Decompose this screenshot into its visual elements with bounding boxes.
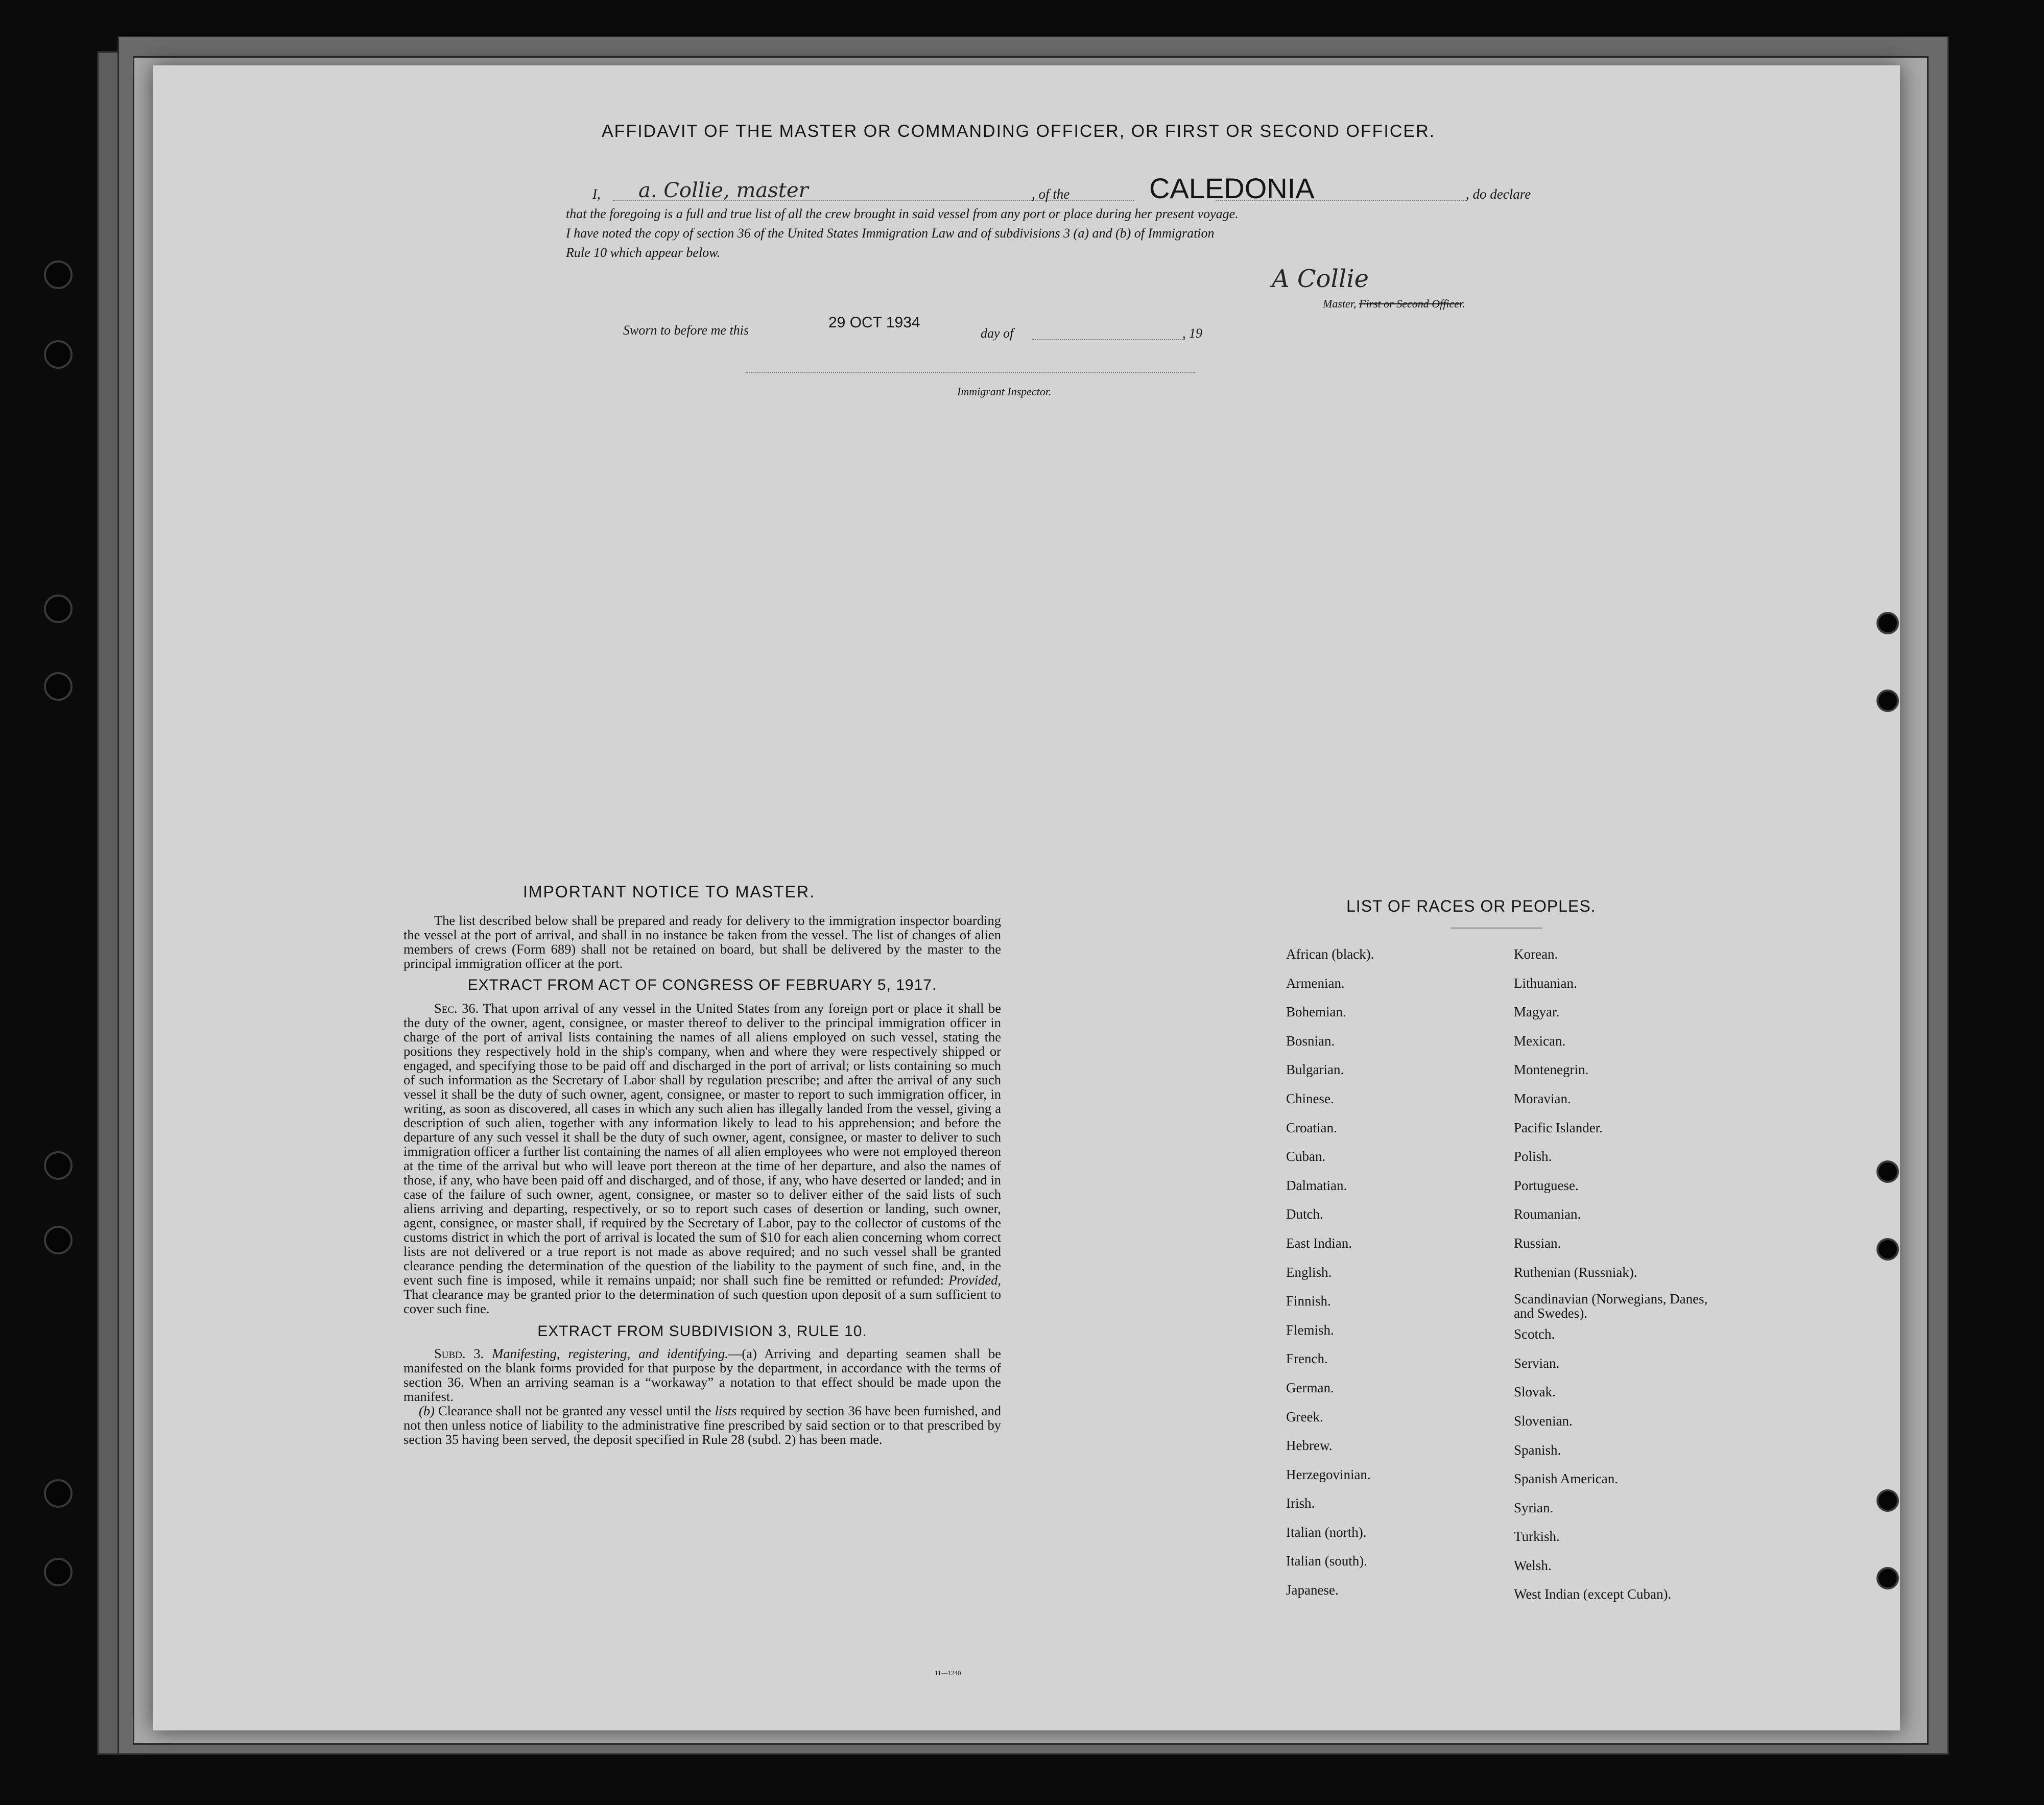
extract-rule-heading: EXTRACT FROM SUBDIVISION 3, RULE 10. [537,1323,867,1340]
race-item: Servian. [1514,1355,1560,1371]
race-item: Slovenian. [1514,1413,1573,1429]
race-item: Turkish. [1514,1529,1560,1545]
race-item: Magyar. [1514,1004,1560,1020]
race-item: Finnish. [1286,1293,1331,1309]
subd3-b-paragraph [403,1404,1001,1446]
race-item: Chinese. [1286,1090,1334,1106]
race-item: Italian (south). [1286,1553,1367,1569]
notice-paragraph [403,913,1001,970]
race-item: Spanish American. [1514,1471,1618,1487]
sec36-provided: Provided, [948,1272,1001,1288]
race-item: Italian (north). [1286,1524,1367,1540]
race-item: Flemish. [1286,1322,1334,1338]
race-item: Hebrew. [1286,1438,1333,1454]
binder-hole [44,1151,73,1180]
subd3-a-paragraph [403,1346,1001,1404]
race-item: Scotch. [1514,1326,1555,1342]
binder-hole [44,1479,73,1508]
affidavit-i-label: I, [592,186,601,202]
subd3-a-text: —(a) Arriving and departing seamen shall be manifested on the blank forms provided for that purpose by the department, in accordance with the terms of section 36. When an arriving seaman is a “workaway” a notation to that effect should be made upon the manifest. [403,1346,1001,1404]
race-item: Slovak. [1514,1384,1556,1400]
form-number: 11—1240 [935,1669,961,1677]
binder-hole [44,672,73,701]
inspector-label: Immigrant Inspector. [957,385,1052,398]
race-item: Syrian. [1514,1500,1554,1515]
races-heading-rule [1451,928,1542,929]
race-item: Cuban. [1286,1149,1326,1165]
race-item: Polish. [1514,1149,1552,1165]
binder-hole [1876,612,1899,634]
sec36-text: That upon arrival of any vessel in the United States from any foreign port or place it shall be the duty of the owner, agent, consignee, or master thereof to deliver to the principal immigration officer in charge of the port of arrival lists containing the names of all aliens employed on such vessel, stating the positions they respectively hold in the ship's company, when and where they were respectively shipped or engaged, and specifying those to be paid off and discharged in the port of arrival; or lists containing so much of such information as the Secretary of Labor shall by regulation prescribe; and after the arrival of any such vessel it shall be the duty of such owner, agent, consignee, or master to report to such immigration officer, in writing, as soon as discovered, all cases in which any such alien has illegally landed from the vessel, giving a description of such alien, together with any information likely to lead to his apprehension; and before the departure of any such vessel it shall be the duty of such owner, agent, consignee, or master to deliver to such immigration officer a further list containing the names of all alien employees who were not employed thereon at the time of the arrival but who will leave port thereon at the time of her departure, and also the names of those, if any, who have been paid off and discharged, and of those, if any, who have deserted or landed; and in case of the failure of such owner, agent, consignee, or master so to deliver either of the said lists of such aliens arriving and departing, respectively, or so to report such cases of desertion or landing, such owner, agent, consignee, or master shall, if required by the Secretary of Labor, pay to the collector of customs of the customs district in which the port of arrival is located the sum of $10 for each alien concerning whom correct lists are not delivered or a true report is not made as above required; and no such vessel shall be granted clearance pending the determination of the question of the liability to the payment of such fine, and, in the event such fine is imposed, while it remains unpaid; nor shall such fine be remitted or refunded: [403,1001,1001,1288]
race-item: Dutch. [1286,1206,1323,1222]
race-item: Japanese. [1286,1582,1339,1598]
notice-paragraph-text: The list described below shall be prepared and ready for delivery to the immigration inspector boarding the vessel at the port of arrival, and shall in no instance be taken from the vessel. The list of changes of alien members of crews (Form 689) shall not be retained on board, but shall be delivered by the master to the principal immigration officer at the port. [403,913,1001,971]
subd3-title: Manifesting, registering, and identifying. [492,1346,728,1361]
subd3-b-lists: lists [715,1403,737,1418]
subd3-label: Subd. 3. [434,1346,484,1361]
race-item: East Indian. [1286,1235,1352,1251]
race-item: Montenegrin. [1514,1062,1589,1078]
binder-hole [1876,1160,1899,1183]
affidavit-text-line1: that the foregoing is a full and true list of all the crew brought in said vessel from any port or place during her present voyage. [566,206,1239,221]
do-declare-label: , do declare [1466,186,1531,202]
race-item: Roumanian. [1514,1206,1581,1222]
race-item: Dalmatian. [1286,1177,1347,1193]
binder-hole [44,595,73,623]
signature-title-prefix: Master, [1323,297,1357,310]
binder-hole [1876,1567,1899,1589]
of-the-label: , of the [1032,186,1070,202]
subd3-b-text-1: Clearance shall not be granted any vessel until the [438,1403,711,1418]
sec36-tail: That clearance may be granted prior to the determination of such question upon deposit of a sum sufficient to cover such fine. [403,1287,1001,1316]
subd3-b-label: (b) [419,1403,435,1418]
affidavit-text-line2: I have noted the copy of section 36 of the United States Immigration Law and of subdivisions 3 (a) and (b) of Immigration [566,226,1215,241]
master-name-handwritten: a. Collie, master [638,179,809,202]
document-page [153,65,1900,1730]
race-item: Bosnian. [1286,1033,1335,1049]
race-item: Scandinavian (Norwegians, Danes, and Swedes). [1514,1291,1708,1321]
race-item: French. [1286,1351,1328,1367]
race-item: Spanish. [1514,1442,1561,1458]
race-item: Mexican. [1514,1033,1566,1049]
vessel-name: CALEDONIA [1149,172,1315,204]
race-item: Portuguese. [1514,1177,1579,1193]
sworn-label: Sworn to before me this [623,323,749,338]
vessel-fill-line [1216,200,1466,201]
binder-hole [44,1558,73,1586]
month-fill-line [1032,339,1185,340]
year-prefix: , 19 [1182,326,1202,341]
race-item: Bohemian. [1286,1004,1346,1020]
subd3-b-text-2: required by section 36 have been furnished, and not then unless notice of liability to the administrative fine prescribed by said section or to that prescribed by section 35 having been served, the deposit specified in Rule 28 (subd. 2) has been made. [403,1403,1002,1447]
race-item: Moravian. [1514,1090,1571,1106]
affidavit-heading: AFFIDAVIT OF THE MASTER OR COMMANDING OFFICER, OR FIRST OR SECOND OFFICER. [602,122,1436,141]
binder-hole [44,1226,73,1254]
binder-hole [44,340,73,369]
race-item: Herzegovinian. [1286,1466,1371,1482]
race-item: Russian. [1514,1235,1561,1251]
inspector-fill-line [746,372,1195,373]
race-item: African (black). [1286,946,1374,962]
race-item: Korean. [1514,946,1558,962]
signature-title-suffix: . [1462,297,1465,310]
race-item: Greek. [1286,1409,1323,1424]
affidavit-text-line3: Rule 10 which appear below. [566,245,721,260]
race-item: Ruthenian (Russniak). [1514,1264,1637,1280]
race-item: Croatian. [1286,1120,1337,1135]
sec36-paragraph [403,1001,1001,1316]
sec36-label: Sec. 36. [434,1001,479,1016]
day-of-label: day of [981,326,1014,341]
race-item: Bulgarian. [1286,1062,1344,1078]
notice-heading: IMPORTANT NOTICE TO MASTER. [523,883,815,901]
race-item: Welsh. [1514,1557,1552,1573]
binder-hole [1876,690,1899,712]
races-left-column [1286,940,1374,1605]
race-item: English. [1286,1264,1332,1280]
binder-hole [1876,1238,1899,1261]
race-item: Irish. [1286,1495,1315,1511]
races-right-column [1514,940,1728,1609]
race-item: Lithuanian. [1514,975,1577,991]
race-item: German. [1286,1380,1334,1395]
races-heading: LIST OF RACES OR PEOPLES. [1346,897,1596,915]
signature-title-struck: First or Second Officer [1359,297,1463,310]
master-signature: A Collie [1272,265,1369,293]
race-item: Pacific Islander. [1514,1120,1603,1135]
binder-hole [1876,1489,1899,1512]
race-item: West Indian (except Cuban). [1514,1586,1672,1602]
sworn-date-stamp: 29 OCT 1934 [828,314,920,331]
extract-act-heading: EXTRACT FROM ACT OF CONGRESS OF FEBRUARY 5, 1917. [467,977,937,993]
signature-title [1323,294,1465,314]
notice-column [403,913,1001,1446]
binder-hole [44,260,73,289]
race-item: Armenian. [1286,975,1345,991]
